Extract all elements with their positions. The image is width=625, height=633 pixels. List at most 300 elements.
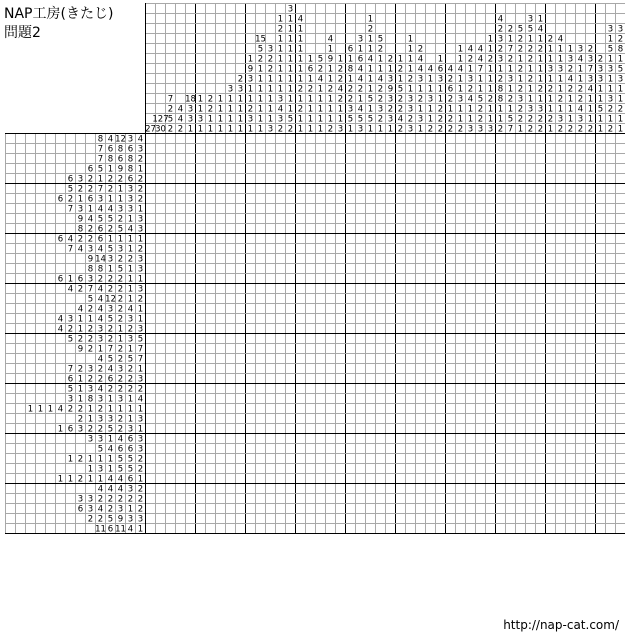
grid-cell[interactable] xyxy=(396,184,405,193)
grid-cell[interactable] xyxy=(186,334,195,343)
grid-cell[interactable] xyxy=(446,194,455,203)
grid-cell[interactable] xyxy=(566,234,575,243)
grid-cell[interactable] xyxy=(276,464,285,473)
grid-cell[interactable] xyxy=(526,324,535,333)
grid-cell[interactable] xyxy=(446,374,455,383)
grid-cell[interactable] xyxy=(266,174,275,183)
grid-cell[interactable] xyxy=(156,244,165,253)
grid-cell[interactable] xyxy=(196,164,205,173)
grid-cell[interactable] xyxy=(436,224,445,233)
grid-cell[interactable] xyxy=(486,524,495,533)
grid-cell[interactable] xyxy=(366,464,375,473)
grid-cell[interactable] xyxy=(566,474,575,483)
grid-cell[interactable] xyxy=(216,244,225,253)
grid-cell[interactable] xyxy=(576,494,585,503)
grid-cell[interactable] xyxy=(386,174,395,183)
grid-cell[interactable] xyxy=(576,414,585,423)
grid-cell[interactable] xyxy=(556,134,565,143)
grid-cell[interactable] xyxy=(476,484,485,493)
grid-cell[interactable] xyxy=(276,434,285,443)
grid-cell[interactable] xyxy=(376,294,385,303)
grid-cell[interactable] xyxy=(476,504,485,513)
grid-cell[interactable] xyxy=(266,294,275,303)
grid-cell[interactable] xyxy=(586,224,595,233)
grid-cell[interactable] xyxy=(566,334,575,343)
grid-cell[interactable] xyxy=(556,484,565,493)
grid-cell[interactable] xyxy=(586,194,595,203)
grid-cell[interactable] xyxy=(536,474,545,483)
grid-cell[interactable] xyxy=(366,174,375,183)
grid-cell[interactable] xyxy=(616,284,625,293)
grid-cell[interactable] xyxy=(606,384,615,393)
grid-cell[interactable] xyxy=(156,294,165,303)
grid-cell[interactable] xyxy=(296,154,305,163)
grid-cell[interactable] xyxy=(546,484,555,493)
grid-cell[interactable] xyxy=(376,274,385,283)
grid-cell[interactable] xyxy=(586,154,595,163)
grid-cell[interactable] xyxy=(306,514,315,523)
grid-cell[interactable] xyxy=(256,484,265,493)
grid-cell[interactable] xyxy=(576,334,585,343)
grid-cell[interactable] xyxy=(566,364,575,373)
grid-cell[interactable] xyxy=(536,204,545,213)
grid-cell[interactable] xyxy=(556,514,565,523)
grid-cell[interactable] xyxy=(246,194,255,203)
grid-cell[interactable] xyxy=(176,214,185,223)
grid-cell[interactable] xyxy=(166,494,175,503)
grid-cell[interactable] xyxy=(206,494,215,503)
grid-cell[interactable] xyxy=(156,254,165,263)
grid-cell[interactable] xyxy=(506,264,515,273)
grid-cell[interactable] xyxy=(316,324,325,333)
grid-cell[interactable] xyxy=(606,224,615,233)
grid-cell[interactable] xyxy=(306,274,315,283)
grid-cell[interactable] xyxy=(516,294,525,303)
grid-cell[interactable] xyxy=(526,414,535,423)
grid-cell[interactable] xyxy=(166,314,175,323)
grid-cell[interactable] xyxy=(396,524,405,533)
grid-cell[interactable] xyxy=(206,234,215,243)
grid-cell[interactable] xyxy=(286,474,295,483)
grid-cell[interactable] xyxy=(176,444,185,453)
grid-cell[interactable] xyxy=(236,274,245,283)
grid-cell[interactable] xyxy=(616,234,625,243)
grid-cell[interactable] xyxy=(156,484,165,493)
grid-cell[interactable] xyxy=(236,454,245,463)
grid-cell[interactable] xyxy=(166,284,175,293)
grid-cell[interactable] xyxy=(596,154,605,163)
grid-cell[interactable] xyxy=(516,404,525,413)
grid-cell[interactable] xyxy=(286,334,295,343)
grid-cell[interactable] xyxy=(216,314,225,323)
grid-cell[interactable] xyxy=(596,194,605,203)
grid-cell[interactable] xyxy=(276,484,285,493)
grid-cell[interactable] xyxy=(526,174,535,183)
grid-cell[interactable] xyxy=(576,464,585,473)
grid-cell[interactable] xyxy=(226,264,235,273)
grid-cell[interactable] xyxy=(386,134,395,143)
grid-cell[interactable] xyxy=(316,454,325,463)
grid-cell[interactable] xyxy=(376,314,385,323)
grid-cell[interactable] xyxy=(526,354,535,363)
grid-cell[interactable] xyxy=(326,244,335,253)
grid-cell[interactable] xyxy=(306,314,315,323)
grid-cell[interactable] xyxy=(366,144,375,153)
grid-cell[interactable] xyxy=(566,204,575,213)
grid-cell[interactable] xyxy=(326,444,335,453)
grid-cell[interactable] xyxy=(496,244,505,253)
grid-cell[interactable] xyxy=(206,134,215,143)
grid-cell[interactable] xyxy=(416,514,425,523)
grid-cell[interactable] xyxy=(596,224,605,233)
grid-cell[interactable] xyxy=(366,454,375,463)
grid-cell[interactable] xyxy=(406,354,415,363)
grid-cell[interactable] xyxy=(386,494,395,503)
grid-cell[interactable] xyxy=(246,254,255,263)
grid-cell[interactable] xyxy=(566,404,575,413)
grid-cell[interactable] xyxy=(396,384,405,393)
grid-cell[interactable] xyxy=(266,454,275,463)
grid-cell[interactable] xyxy=(146,184,155,193)
grid-cell[interactable] xyxy=(596,394,605,403)
grid-cell[interactable] xyxy=(366,474,375,483)
grid-cell[interactable] xyxy=(196,374,205,383)
grid-cell[interactable] xyxy=(346,244,355,253)
grid-cell[interactable] xyxy=(486,174,495,183)
grid-cell[interactable] xyxy=(286,434,295,443)
grid-cell[interactable] xyxy=(596,414,605,423)
grid-cell[interactable] xyxy=(486,434,495,443)
grid-cell[interactable] xyxy=(406,144,415,153)
grid-cell[interactable] xyxy=(196,384,205,393)
grid-cell[interactable] xyxy=(546,424,555,433)
grid-cell[interactable] xyxy=(506,324,515,333)
grid-cell[interactable] xyxy=(516,204,525,213)
grid-cell[interactable] xyxy=(166,304,175,313)
grid-cell[interactable] xyxy=(316,434,325,443)
grid-cell[interactable] xyxy=(436,174,445,183)
grid-cell[interactable] xyxy=(266,274,275,283)
grid-cell[interactable] xyxy=(436,204,445,213)
grid-cell[interactable] xyxy=(556,284,565,293)
grid-cell[interactable] xyxy=(276,174,285,183)
grid-cell[interactable] xyxy=(446,154,455,163)
grid-cell[interactable] xyxy=(496,194,505,203)
grid-cell[interactable] xyxy=(416,384,425,393)
grid-cell[interactable] xyxy=(416,174,425,183)
grid-cell[interactable] xyxy=(586,384,595,393)
grid-cell[interactable] xyxy=(496,414,505,423)
grid-cell[interactable] xyxy=(406,344,415,353)
grid-cell[interactable] xyxy=(586,324,595,333)
grid-cell[interactable] xyxy=(506,184,515,193)
grid-cell[interactable] xyxy=(506,354,515,363)
grid-cell[interactable] xyxy=(376,344,385,353)
grid-cell[interactable] xyxy=(376,374,385,383)
grid-cell[interactable] xyxy=(276,274,285,283)
grid-cell[interactable] xyxy=(286,304,295,313)
grid-cell[interactable] xyxy=(396,194,405,203)
grid-cell[interactable] xyxy=(406,134,415,143)
grid-cell[interactable] xyxy=(286,364,295,373)
grid-cell[interactable] xyxy=(446,134,455,143)
grid-cell[interactable] xyxy=(376,304,385,313)
grid-cell[interactable] xyxy=(486,444,495,453)
grid-cell[interactable] xyxy=(356,164,365,173)
grid-cell[interactable] xyxy=(226,184,235,193)
grid-cell[interactable] xyxy=(426,444,435,453)
grid-cell[interactable] xyxy=(146,284,155,293)
grid-cell[interactable] xyxy=(186,294,195,303)
grid-cell[interactable] xyxy=(466,404,475,413)
grid-cell[interactable] xyxy=(276,364,285,373)
grid-cell[interactable] xyxy=(466,524,475,533)
grid-cell[interactable] xyxy=(546,254,555,263)
grid-cell[interactable] xyxy=(356,424,365,433)
grid-cell[interactable] xyxy=(176,294,185,303)
grid-cell[interactable] xyxy=(306,474,315,483)
grid-cell[interactable] xyxy=(496,264,505,273)
grid-cell[interactable] xyxy=(346,364,355,373)
grid-cell[interactable] xyxy=(266,244,275,253)
grid-cell[interactable] xyxy=(226,154,235,163)
grid-cell[interactable] xyxy=(586,454,595,463)
grid-cell[interactable] xyxy=(166,394,175,403)
grid-cell[interactable] xyxy=(426,384,435,393)
grid-cell[interactable] xyxy=(526,454,535,463)
grid-cell[interactable] xyxy=(286,484,295,493)
grid-cell[interactable] xyxy=(196,294,205,303)
grid-cell[interactable] xyxy=(496,514,505,523)
grid-cell[interactable] xyxy=(586,404,595,413)
grid-cell[interactable] xyxy=(496,294,505,303)
grid-cell[interactable] xyxy=(476,464,485,473)
grid-cell[interactable] xyxy=(466,294,475,303)
grid-cell[interactable] xyxy=(566,184,575,193)
grid-cell[interactable] xyxy=(326,194,335,203)
grid-cell[interactable] xyxy=(526,464,535,473)
grid-cell[interactable] xyxy=(216,434,225,443)
grid-cell[interactable] xyxy=(586,254,595,263)
grid-cell[interactable] xyxy=(296,274,305,283)
grid-cell[interactable] xyxy=(176,404,185,413)
grid-cell[interactable] xyxy=(316,414,325,423)
grid-cell[interactable] xyxy=(426,224,435,233)
grid-cell[interactable] xyxy=(286,234,295,243)
grid-cell[interactable] xyxy=(436,384,445,393)
grid-cell[interactable] xyxy=(326,474,335,483)
grid-cell[interactable] xyxy=(466,224,475,233)
grid-cell[interactable] xyxy=(176,484,185,493)
grid-cell[interactable] xyxy=(446,464,455,473)
grid-cell[interactable] xyxy=(336,344,345,353)
grid-cell[interactable] xyxy=(606,194,615,203)
grid-cell[interactable] xyxy=(456,214,465,223)
grid-cell[interactable] xyxy=(516,314,525,323)
grid-cell[interactable] xyxy=(276,334,285,343)
grid-cell[interactable] xyxy=(366,354,375,363)
grid-cell[interactable] xyxy=(616,314,625,323)
grid-cell[interactable] xyxy=(426,174,435,183)
grid-cell[interactable] xyxy=(506,244,515,253)
grid-cell[interactable] xyxy=(256,224,265,233)
grid-cell[interactable] xyxy=(446,484,455,493)
grid-cell[interactable] xyxy=(246,394,255,403)
grid-cell[interactable] xyxy=(496,224,505,233)
grid-cell[interactable] xyxy=(426,484,435,493)
grid-cell[interactable] xyxy=(306,264,315,273)
grid-cell[interactable] xyxy=(166,194,175,203)
grid-cell[interactable] xyxy=(236,174,245,183)
grid-cell[interactable] xyxy=(426,234,435,243)
grid-cell[interactable] xyxy=(266,204,275,213)
grid-cell[interactable] xyxy=(476,174,485,183)
grid-cell[interactable] xyxy=(536,484,545,493)
grid-cell[interactable] xyxy=(486,284,495,293)
grid-cell[interactable] xyxy=(296,434,305,443)
grid-cell[interactable] xyxy=(416,404,425,413)
grid-cell[interactable] xyxy=(466,484,475,493)
grid-cell[interactable] xyxy=(436,424,445,433)
grid-cell[interactable] xyxy=(486,334,495,343)
grid-cell[interactable] xyxy=(446,494,455,503)
grid-cell[interactable] xyxy=(406,184,415,193)
grid-cell[interactable] xyxy=(456,464,465,473)
grid-cell[interactable] xyxy=(226,404,235,413)
grid-cell[interactable] xyxy=(356,314,365,323)
grid-cell[interactable] xyxy=(516,274,525,283)
grid-cell[interactable] xyxy=(536,254,545,263)
grid-cell[interactable] xyxy=(216,424,225,433)
grid-cell[interactable] xyxy=(226,304,235,313)
grid-cell[interactable] xyxy=(536,524,545,533)
grid-cell[interactable] xyxy=(556,384,565,393)
grid-cell[interactable] xyxy=(256,194,265,203)
grid-cell[interactable] xyxy=(526,194,535,203)
grid-cell[interactable] xyxy=(216,464,225,473)
grid-cell[interactable] xyxy=(416,494,425,503)
grid-cell[interactable] xyxy=(196,144,205,153)
grid-cell[interactable] xyxy=(196,254,205,263)
grid-cell[interactable] xyxy=(436,294,445,303)
grid-cell[interactable] xyxy=(216,184,225,193)
grid-cell[interactable] xyxy=(566,444,575,453)
grid-cell[interactable] xyxy=(266,364,275,373)
grid-cell[interactable] xyxy=(586,234,595,243)
grid-cell[interactable] xyxy=(416,144,425,153)
grid-cell[interactable] xyxy=(346,444,355,453)
grid-cell[interactable] xyxy=(446,234,455,243)
grid-cell[interactable] xyxy=(326,424,335,433)
grid-cell[interactable] xyxy=(456,434,465,443)
grid-cell[interactable] xyxy=(396,314,405,323)
grid-cell[interactable] xyxy=(456,234,465,243)
grid-cell[interactable] xyxy=(196,514,205,523)
grid-cell[interactable] xyxy=(146,234,155,243)
grid-cell[interactable] xyxy=(336,194,345,203)
grid-cell[interactable] xyxy=(546,184,555,193)
grid-cell[interactable] xyxy=(216,504,225,513)
grid-cell[interactable] xyxy=(406,164,415,173)
grid-cell[interactable] xyxy=(326,184,335,193)
grid-cell[interactable] xyxy=(536,334,545,343)
grid-cell[interactable] xyxy=(596,464,605,473)
grid-cell[interactable] xyxy=(296,184,305,193)
grid-cell[interactable] xyxy=(406,224,415,233)
grid-cell[interactable] xyxy=(596,374,605,383)
grid-cell[interactable] xyxy=(296,364,305,373)
grid-cell[interactable] xyxy=(356,474,365,483)
grid-cell[interactable] xyxy=(566,214,575,223)
grid-cell[interactable] xyxy=(276,284,285,293)
grid-cell[interactable] xyxy=(376,214,385,223)
grid-cell[interactable] xyxy=(286,134,295,143)
grid-cell[interactable] xyxy=(306,144,315,153)
grid-cell[interactable] xyxy=(186,434,195,443)
grid-cell[interactable] xyxy=(336,294,345,303)
grid-cell[interactable] xyxy=(216,264,225,273)
grid-cell[interactable] xyxy=(336,504,345,513)
grid-cell[interactable] xyxy=(276,454,285,463)
grid-cell[interactable] xyxy=(346,274,355,283)
grid-cell[interactable] xyxy=(216,304,225,313)
grid-cell[interactable] xyxy=(406,334,415,343)
grid-cell[interactable] xyxy=(156,514,165,523)
grid-cell[interactable] xyxy=(216,164,225,173)
grid-cell[interactable] xyxy=(416,524,425,533)
grid-cell[interactable] xyxy=(596,314,605,323)
grid-cell[interactable] xyxy=(386,444,395,453)
grid-cell[interactable] xyxy=(426,334,435,343)
grid-cell[interactable] xyxy=(186,464,195,473)
grid-cell[interactable] xyxy=(446,474,455,483)
grid-cell[interactable] xyxy=(276,354,285,363)
grid-cell[interactable] xyxy=(246,494,255,503)
grid-cell[interactable] xyxy=(226,224,235,233)
grid-cell[interactable] xyxy=(536,504,545,513)
grid-cell[interactable] xyxy=(346,454,355,463)
grid-cell[interactable] xyxy=(216,214,225,223)
grid-cell[interactable] xyxy=(346,234,355,243)
grid-cell[interactable] xyxy=(496,274,505,283)
grid-cell[interactable] xyxy=(336,184,345,193)
grid-cell[interactable] xyxy=(446,244,455,253)
grid-cell[interactable] xyxy=(586,274,595,283)
grid-cell[interactable] xyxy=(536,294,545,303)
grid-cell[interactable] xyxy=(156,304,165,313)
grid-cell[interactable] xyxy=(526,444,535,453)
grid-cell[interactable] xyxy=(566,254,575,263)
grid-cell[interactable] xyxy=(496,344,505,353)
grid-cell[interactable] xyxy=(556,524,565,533)
grid-cell[interactable] xyxy=(566,514,575,523)
grid-cell[interactable] xyxy=(406,384,415,393)
grid-cell[interactable] xyxy=(256,424,265,433)
grid-cell[interactable] xyxy=(216,474,225,483)
grid-cell[interactable] xyxy=(586,394,595,403)
grid-cell[interactable] xyxy=(366,344,375,353)
grid-cell[interactable] xyxy=(506,494,515,503)
grid-cell[interactable] xyxy=(416,224,425,233)
grid-cell[interactable] xyxy=(546,284,555,293)
grid-cell[interactable] xyxy=(206,354,215,363)
grid-cell[interactable] xyxy=(456,424,465,433)
grid-cell[interactable] xyxy=(346,324,355,333)
grid-cell[interactable] xyxy=(476,474,485,483)
grid-cell[interactable] xyxy=(386,484,395,493)
grid-cell[interactable] xyxy=(566,414,575,423)
grid-cell[interactable] xyxy=(506,144,515,153)
